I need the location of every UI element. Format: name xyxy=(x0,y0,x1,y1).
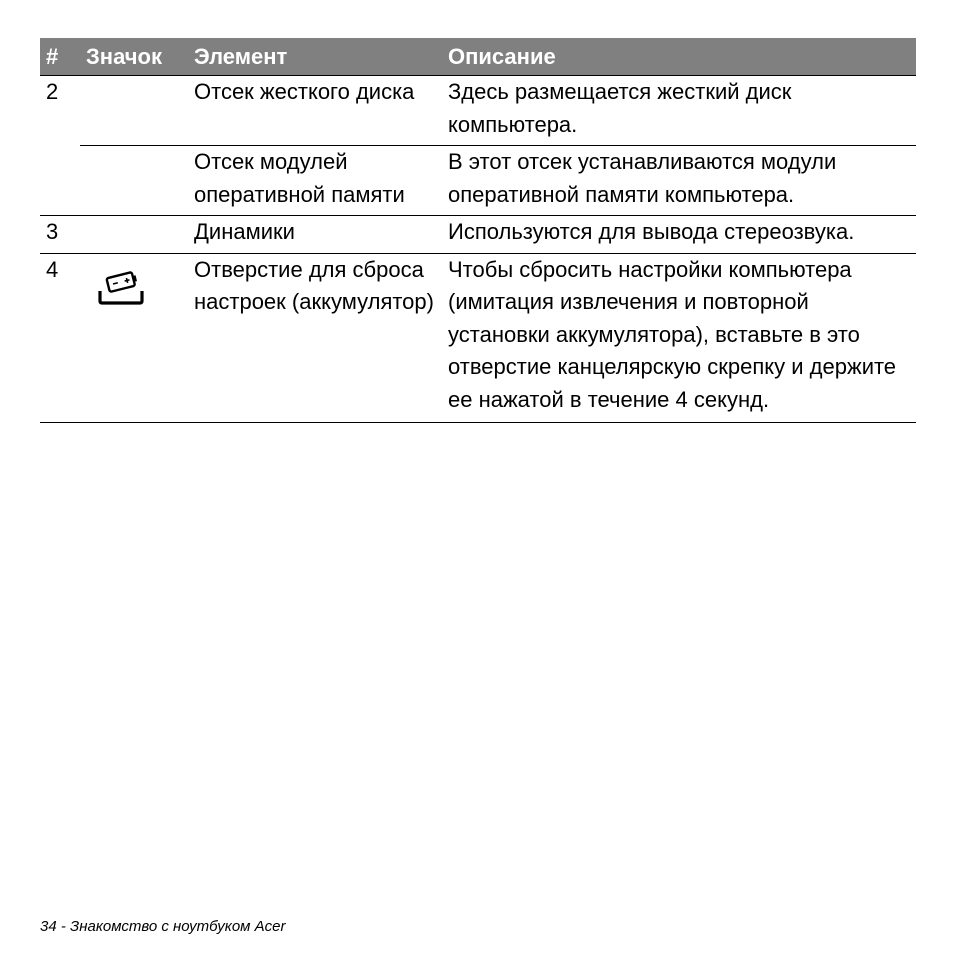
header-desc: Описание xyxy=(442,38,916,76)
row-description: В этот отсек устанавливаются модули оперативной памяти компьютера. xyxy=(442,146,916,216)
row-icon-empty xyxy=(80,76,188,146)
header-item: Элемент xyxy=(188,38,442,76)
header-num: # xyxy=(40,38,80,76)
row-description: Здесь размещается жесткий диск компьютера. xyxy=(442,76,916,146)
row-icon-empty xyxy=(80,146,188,216)
table-row xyxy=(40,253,916,423)
row-item: Отсек жесткого диска xyxy=(188,76,442,146)
row-item: Отверстие для сброса настроек (аккумулятор) xyxy=(188,253,442,423)
table-row xyxy=(40,76,916,146)
battery-reset-icon xyxy=(97,271,145,305)
row-icon-empty xyxy=(80,216,188,254)
row-item: Динамики xyxy=(188,216,442,254)
components-table xyxy=(40,38,916,423)
row-description: Чтобы сбросить настройки компьютера (имитация извлечения и повторной установки аккумулятора), вставьте в это отверстие канцелярскую скрепку и держите ее нажатой в течение 4 секунд. xyxy=(442,253,916,423)
table-row xyxy=(40,146,916,216)
row-description: Используются для вывода стереозвука. xyxy=(442,216,916,254)
row-item: Отсек модулей оперативной памяти xyxy=(188,146,442,216)
table-header-row xyxy=(40,38,916,76)
row-number: 2 xyxy=(40,76,80,216)
row-number: 3 xyxy=(40,216,80,254)
header-icon: Значок xyxy=(80,38,188,76)
page-footer: 34 - Знакомство с ноутбуком Acer xyxy=(40,918,286,935)
row-number: 4 xyxy=(40,253,80,423)
table-row xyxy=(40,216,916,254)
row-icon xyxy=(80,253,188,423)
